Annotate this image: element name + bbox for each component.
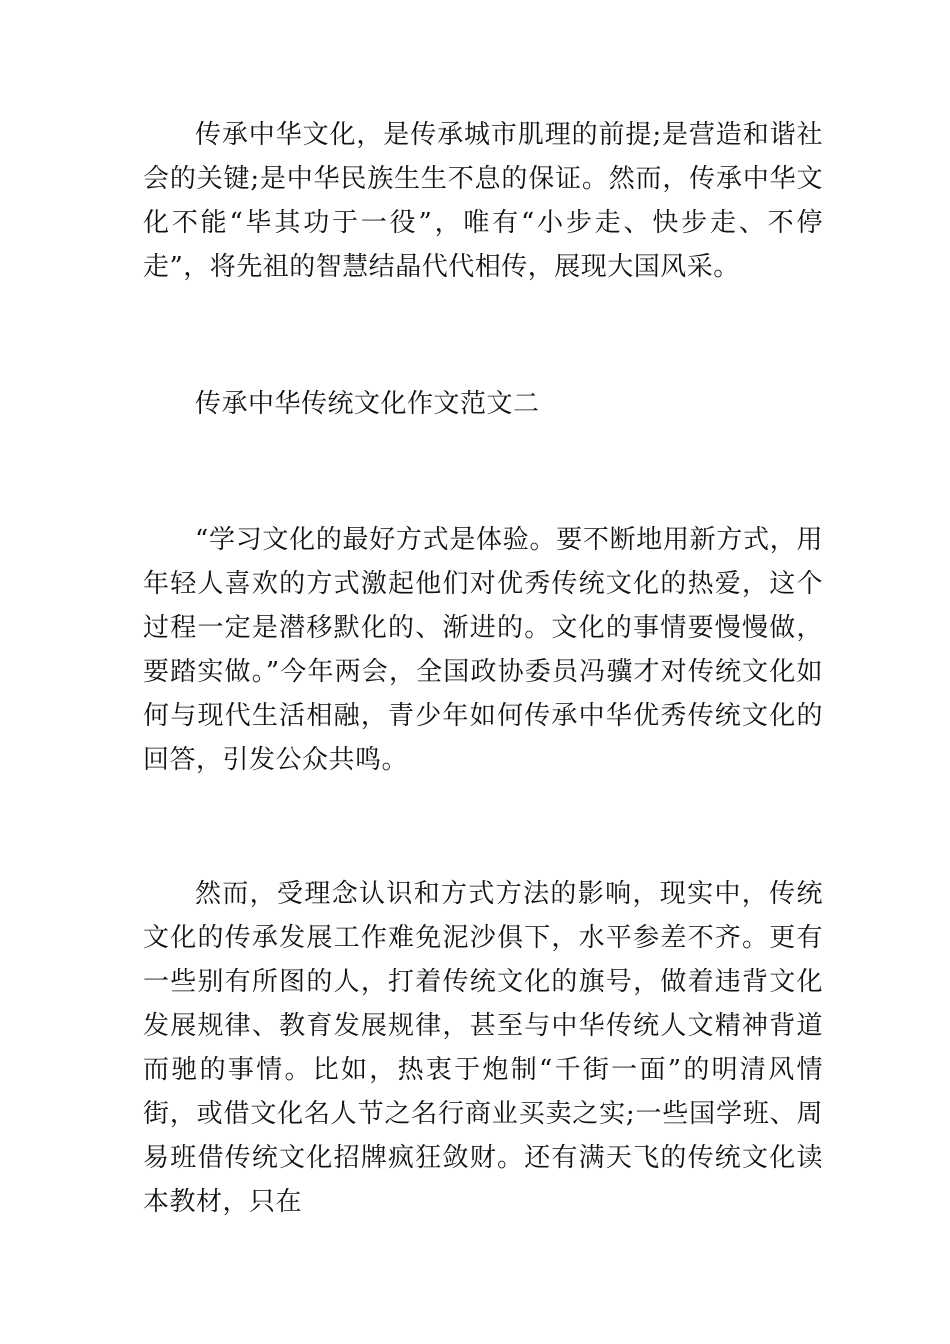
- paragraph-intro-conclusion: 传承中华文化，是传承城市肌理的前提;是营造和谐社会的关键;是中华民族生生不息的保证。然而，传承中华文化不能“毕其功于一役”，唯有“小步走、快步走、不停走”，将先祖的智慧结晶代代相传，展现大国风采。: [143, 120, 823, 282]
- section-heading: 传承中华传统文化作文范文二: [195, 389, 540, 419]
- paragraph-quote: “学习文化的最好方式是体验。要不断地用新方式，用年轻人喜欢的方式激起他们对优秀传统文化的热爱，这个过程一定是潜移默化的、渐进的。文化的事情要慢慢做，要踏实做。”今年两会，全国政协委员冯骥才对传统文化如何与现代生活相融，青少年如何传承中华优秀传统文化的回答，引发公众共鸣。: [143, 525, 823, 775]
- paragraph-issues: 然而，受理念认识和方式方法的影响，现实中，传统文化的传承发展工作难免泥沙俱下，水平参差不齐。更有一些别有所图的人，打着传统文化的旗号，做着违背文化发展规律、教育发展规律，甚至与中华传统人文精神背道而驰的事情。比如，热衷于炮制“千街一面”的明清风情街，或借文化名人节之名行商业买卖之实;一些国学班、周易班借传统文化招牌疯狂敛财。还有满天飞的传统文化读本教材，只在: [143, 879, 823, 1217]
